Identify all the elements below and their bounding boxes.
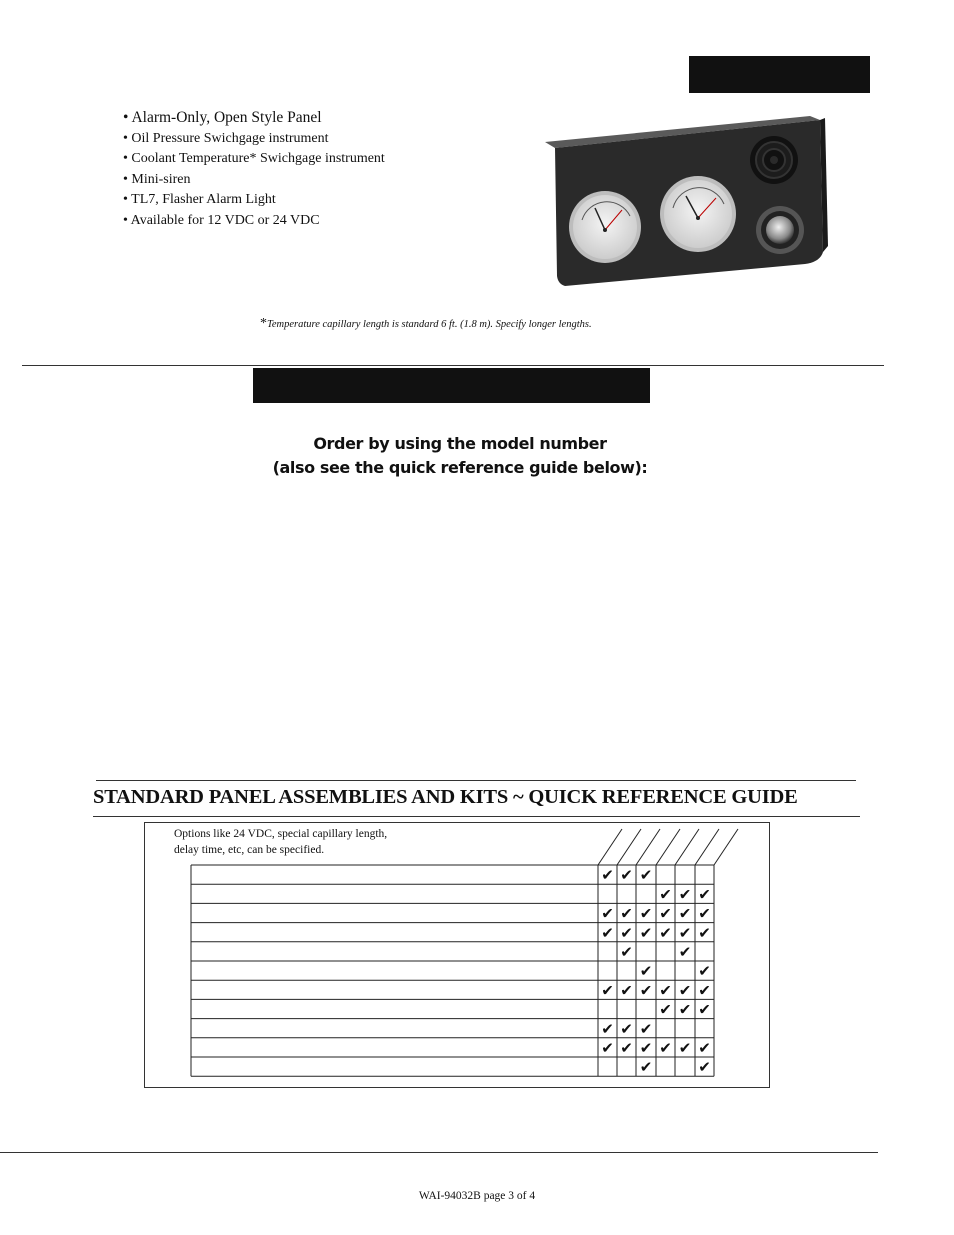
checkmark-icon: ✔ [639, 962, 653, 981]
checkmark-icon: ✔ [639, 1058, 653, 1077]
feature-item: • Mini-siren [123, 171, 191, 187]
feature-item: • Available for 12 VDC or 24 VDC [123, 212, 320, 228]
guide-title: STANDARD PANEL ASSEMBLIES AND KITS ~ QUICK REFERENCE GUIDE [93, 786, 798, 808]
order-instructions-line2: (also see the quick reference guide below): [272, 458, 648, 477]
checkmark-icon: ✔ [659, 904, 672, 923]
checkmark-icon: ✔ [698, 904, 711, 923]
checkmark-icon: ✔ [678, 1000, 692, 1019]
checkmark-icon: ✔ [620, 904, 633, 923]
checkmark-icon: ✔ [601, 904, 614, 923]
checkmark-icon: ✔ [639, 1039, 653, 1057]
grid-slant-header-line [656, 829, 680, 865]
checkmark-icon: ✔ [639, 866, 653, 885]
footnote-text: Temperature capillary length is standard 6 ft. (1.8 m). Specify longer lengths. [267, 319, 592, 330]
checkmark-icon: ✔ [639, 923, 653, 942]
checkmark-icon: ✔ [698, 1058, 711, 1077]
checkmark-icon: ✔ [620, 1039, 633, 1057]
checkmark-icon: ✔ [678, 923, 692, 942]
checkmark-icon: ✔ [620, 923, 633, 942]
checkmark-icon: ✔ [659, 923, 672, 942]
checkmark-icon: ✔ [659, 885, 672, 904]
checkmark-icon: ✔ [678, 981, 692, 1000]
checkmark-icon: ✔ [698, 885, 711, 904]
checkmark-icon: ✔ [678, 1039, 692, 1057]
feature-item: • Coolant Temperature* Swichgage instrument [123, 151, 385, 166]
checkmark-icon: ✔ [620, 981, 633, 1000]
checkmark-icon: ✔ [639, 981, 653, 1000]
checkmark-icon: ✔ [659, 981, 672, 1000]
footer-divider [0, 1152, 878, 1153]
grid-slant-header-line [695, 829, 719, 865]
checkmark-icon: ✔ [639, 1019, 653, 1038]
checkmark-icon: ✔ [659, 1000, 672, 1019]
checkmark-icon: ✔ [620, 866, 633, 885]
checkmark-icon: ✔ [678, 885, 692, 904]
checkmark-icon: ✔ [639, 904, 653, 923]
checkmark-icon: ✔ [678, 943, 692, 961]
feature-item: • Alarm-Only, Open Style Panel [123, 109, 322, 126]
feature-item: • TL7, Flasher Alarm Light [123, 192, 276, 207]
grid-slant-header-line [598, 829, 622, 865]
guide-note-line2: delay time, etc, can be specified. [174, 844, 325, 856]
checkmark-icon: ✔ [620, 943, 633, 961]
page-footer: WAI-94032B page 3 of 4 [418, 1190, 536, 1202]
grid-slant-header-line [636, 829, 660, 865]
guide-note-line1: Options like 24 VDC, special capillary length, [174, 828, 388, 840]
checkmark-icon: ✔ [698, 981, 711, 1000]
footnote-marker: * [260, 316, 267, 331]
checkmark-icon: ✔ [698, 1039, 711, 1057]
checkmark-icon: ✔ [698, 923, 711, 942]
checkmark-icon: ✔ [659, 1039, 672, 1057]
checkmark-icon: ✔ [698, 1000, 711, 1019]
feature-item: • Oil Pressure Swichgage instrument [123, 130, 329, 146]
checkmark-icon: ✔ [620, 1019, 633, 1038]
checkmark-icon: ✔ [601, 981, 614, 1000]
checkmark-icon: ✔ [601, 923, 614, 942]
checkmark-icon: ✔ [601, 1019, 614, 1038]
checkmark-icon: ✔ [698, 962, 711, 981]
grid-slant-header-line [617, 829, 641, 865]
grid-slant-header-line [675, 829, 699, 865]
order-instructions-line1: Order by using the model number [313, 434, 607, 453]
checkmark-icon: ✔ [601, 866, 614, 885]
grid-slant-header-line [714, 829, 738, 865]
checkmark-icon: ✔ [678, 904, 692, 923]
checkmark-icon: ✔ [601, 1039, 614, 1057]
